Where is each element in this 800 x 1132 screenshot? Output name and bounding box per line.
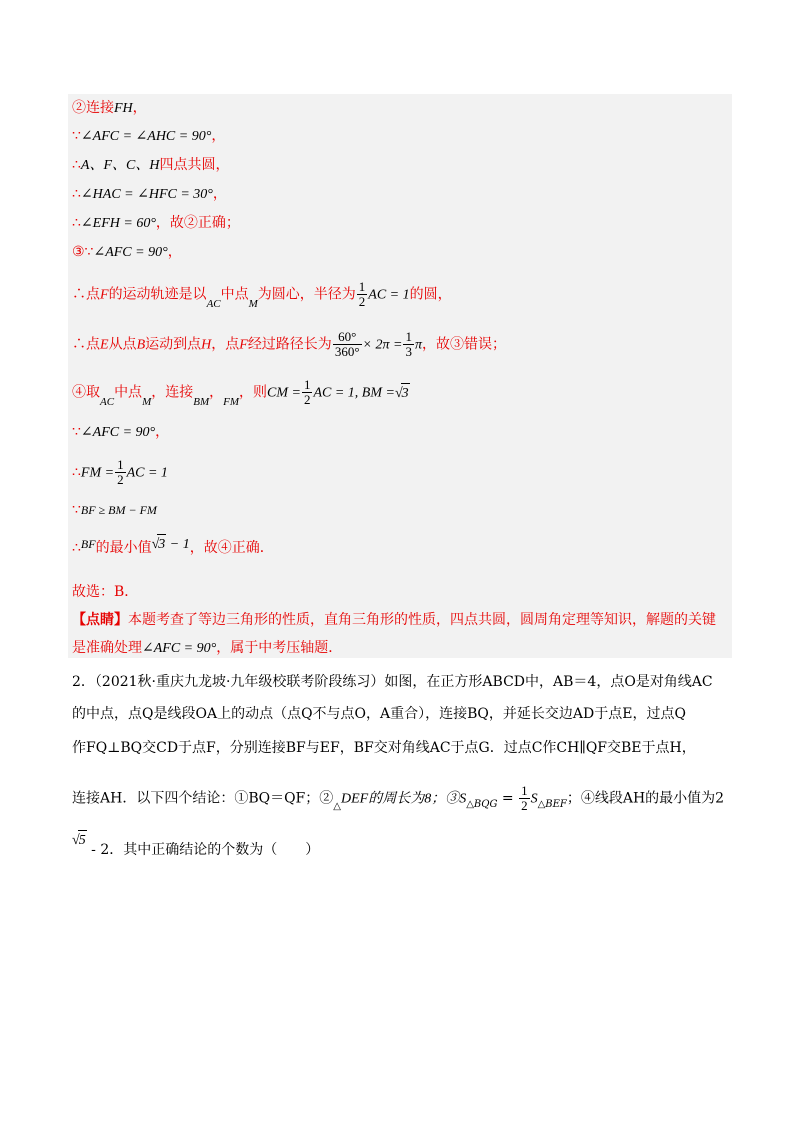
therefore-symbol: ∴ — [72, 464, 81, 481]
solution-line-4 — [72, 184, 227, 205]
step-text: ， — [155, 424, 170, 440]
step-text: ， — [212, 186, 227, 202]
solution-line-10 — [72, 422, 169, 443]
numerator: 60° — [333, 330, 362, 345]
question-line-5 — [72, 833, 320, 861]
numerator: 1 — [358, 279, 366, 294]
math-expr: CM = — [267, 385, 301, 401]
math-expr: ∠AFC = 90° — [80, 425, 156, 440]
math-expr: ∠EFH = 60° — [80, 216, 156, 231]
comment-label: 【点睛】 — [72, 612, 128, 628]
math-expr: ∠AFC = 90° — [93, 245, 168, 260]
math-expr: ∠AFC = 90° — [142, 641, 217, 656]
question-text: 连接AH．以下四个结论：①BQ＝QF；② — [72, 790, 334, 807]
math-var: AC — [206, 297, 221, 310]
math-expr: π — [414, 337, 422, 353]
step-text: ， — [211, 128, 226, 144]
question-text: - 2．其中正确结论的个数为（ ） — [86, 842, 320, 858]
math-var: AC — [100, 395, 115, 408]
sqrt: √3 − 1 — [152, 537, 190, 552]
fraction — [333, 330, 362, 359]
solution-line-5 — [72, 213, 240, 234]
radicand: 3 — [401, 383, 410, 404]
question-text: DEF的周长为8；③ — [340, 791, 460, 807]
radicand: 3 — [157, 534, 166, 555]
solution-line-8 — [72, 330, 506, 359]
radicand: 5 — [78, 830, 87, 851]
solution-line-2 — [72, 126, 225, 147]
fraction — [403, 330, 414, 359]
question-text: 作FQ⊥BQ交CD于点F，分别连接BF与EF，BF交对角线AC于点G．过点C作CH∥QF交BE于点H， — [72, 740, 696, 756]
therefore-symbol: ∴ — [72, 215, 81, 231]
solution-line-13 — [72, 538, 274, 559]
area-symbol: S — [530, 791, 538, 807]
step-text: ∴点 — [72, 286, 100, 303]
solution-background — [68, 94, 732, 658]
therefore-symbol: ∴ — [72, 186, 81, 202]
comment-text: 是准确处理 — [72, 640, 142, 656]
fraction — [357, 280, 368, 309]
sqrt: √5 — [72, 833, 87, 848]
math-var: FM — [223, 395, 240, 408]
numerator: 1 — [117, 457, 124, 472]
fraction — [519, 784, 530, 813]
math-var: M — [142, 395, 152, 408]
step-text: ③∵ — [72, 244, 94, 260]
step-text: 运动到点 — [145, 336, 202, 353]
math-expr: AC = 1 — [126, 465, 168, 481]
solution-line-3 — [72, 155, 229, 176]
area-subscript: △BEF — [537, 798, 567, 810]
math-expr: − 1 — [166, 537, 190, 552]
area-symbol: S — [459, 791, 467, 807]
step-text: 从点 — [108, 336, 137, 353]
math-expr: ∠HAC = ∠HFC = 30° — [80, 187, 213, 202]
denominator: 2 — [521, 798, 528, 813]
numerator: 1 — [303, 377, 311, 392]
math-var: BF — [80, 537, 96, 551]
because-symbol: ∵ — [72, 502, 81, 518]
solution-line-6 — [72, 242, 182, 263]
step-text: ，点 — [211, 336, 240, 353]
solution-line-16 — [72, 638, 342, 659]
denominator: 2 — [358, 294, 366, 309]
step-text: ，连接 — [151, 384, 194, 401]
question-text: 2．（2021秋·重庆九龙坡·九年级校联考阶段练习）如图，在正方形ABCD中，AB＝4，点O是对角线AC — [72, 674, 713, 690]
numerator: 1 — [405, 329, 412, 344]
sqrt: √3 — [395, 386, 410, 401]
step-text: ，故③错误； — [421, 336, 506, 353]
denominator: 2 — [117, 472, 124, 487]
because-symbol: ∵ — [72, 424, 81, 440]
numerator: 1 — [521, 783, 528, 798]
math-var: F — [239, 337, 248, 353]
math-var: F — [100, 287, 109, 303]
step-text: ， — [167, 244, 182, 260]
step-text: ∴点 — [72, 336, 100, 353]
denominator: 3 — [405, 344, 412, 359]
step-text: ，则 — [239, 384, 268, 401]
math-var: E — [100, 337, 109, 353]
solution-line-11 — [72, 458, 168, 487]
math-expr: AC = 1, BM = — [313, 385, 395, 401]
question-line-3 — [72, 738, 696, 758]
step-text: 的运动轨迹是以 — [108, 286, 207, 303]
step-text: 经过路径长为 — [247, 336, 332, 353]
solution-line-1 — [72, 98, 147, 119]
math-expr: × 2π = — [362, 337, 403, 353]
math-var: H — [201, 337, 212, 353]
math-expr: FH — [114, 101, 133, 116]
step-text: ④取 — [72, 384, 100, 401]
question-line-4 — [72, 784, 724, 813]
denominator: 360° — [334, 344, 360, 359]
fraction — [302, 378, 313, 407]
answer-choice: 故选：B． — [72, 584, 139, 600]
solution-line-12 — [72, 500, 157, 520]
because-symbol: ∵ — [72, 128, 81, 144]
solution-line-9 — [72, 378, 410, 407]
therefore-symbol: ∴ — [72, 540, 81, 556]
step-text: ②连接 — [72, 100, 114, 116]
math-expr: FM = — [80, 465, 115, 481]
math-expr: ∠AFC = ∠AHC = 90° — [80, 129, 212, 144]
solution-line-15 — [72, 610, 716, 630]
question-text: ；④线段AH的最小值为2 — [566, 790, 725, 807]
comment-text: 本题考查了等边三角形的性质，直角三角形的性质，四点共圆，圆周角定理等知识，解题的关键 — [128, 612, 716, 628]
question-line-2 — [72, 704, 686, 724]
step-text: ， — [209, 384, 224, 401]
step-text: 四点共圆， — [159, 157, 230, 173]
solution-line-7 — [72, 280, 452, 309]
question-text: 的中点，点Q是线段OA上的动点（点Q不与点O，A重合），连接BQ，并延长交边AD于点E，过点Q — [72, 706, 686, 722]
question-line-1 — [72, 672, 713, 692]
math-var: M — [248, 297, 258, 310]
step-text: ，故②正确； — [155, 215, 240, 231]
step-text: 中点 — [114, 384, 143, 401]
step-text: ， — [132, 100, 147, 116]
denominator: 2 — [303, 392, 311, 407]
step-text: ，故④正确． — [189, 540, 274, 556]
math-var: B — [136, 337, 146, 353]
therefore-symbol: ∴ — [72, 157, 81, 173]
step-text: 的最小值 — [95, 540, 152, 556]
step-text: 中点 — [220, 286, 249, 303]
math-expr: BF ≥ BM − FM — [80, 503, 157, 517]
step-text: 为圆心，半径为 — [257, 286, 356, 303]
triangle-symbol: △ — [333, 800, 341, 812]
math-expr: A、F、C、H — [80, 158, 160, 173]
math-expr: AC = 1 — [368, 287, 410, 303]
comment-text: ，属于中考压轴题． — [216, 640, 343, 656]
solution-line-14 — [72, 582, 138, 602]
fraction — [115, 458, 126, 487]
math-var: BM — [193, 395, 210, 408]
step-text: 的圆， — [409, 286, 452, 303]
area-subscript: △BQG — [466, 798, 498, 810]
math-expr: = — [497, 790, 519, 807]
